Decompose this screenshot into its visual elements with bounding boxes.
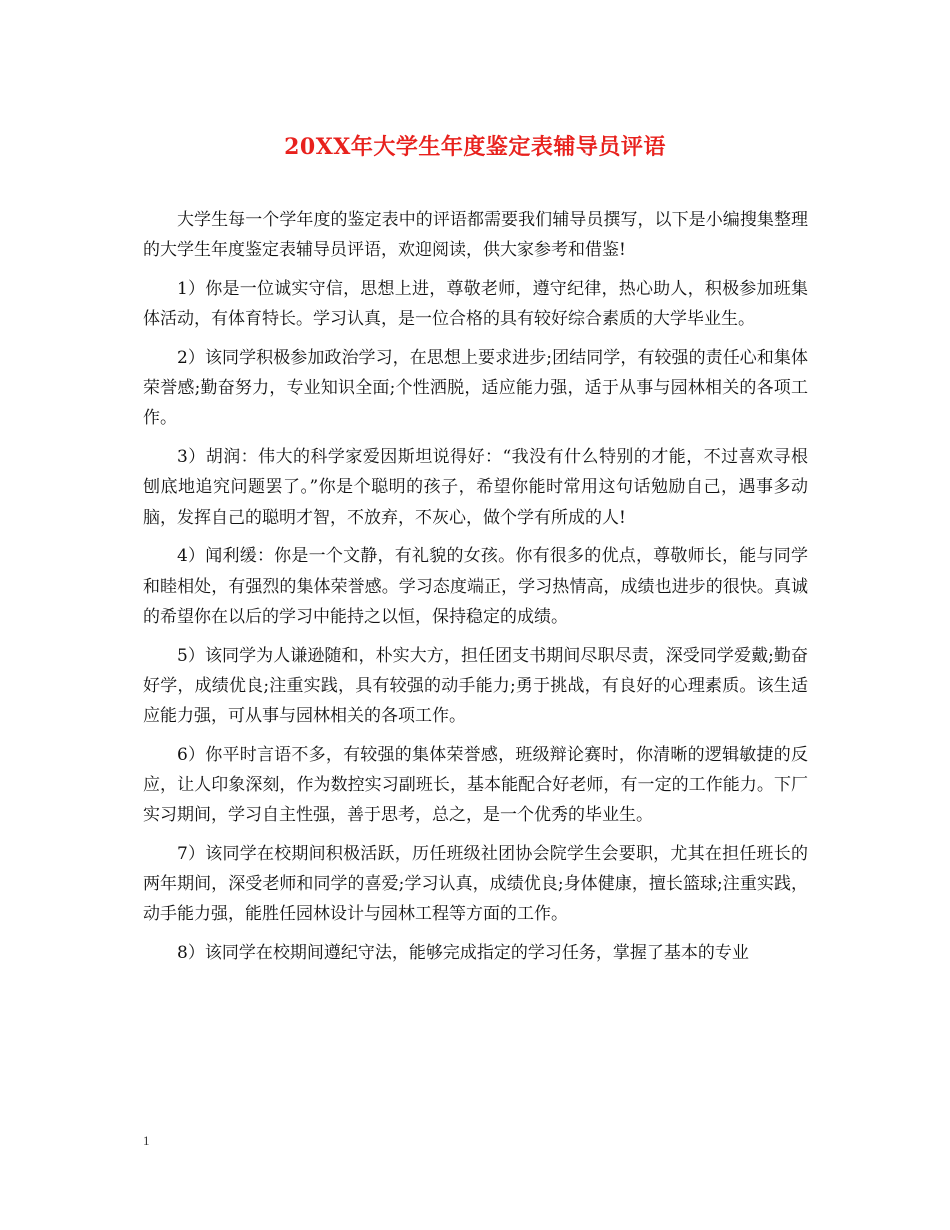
comment-paragraph-6: 6）你平时言语不多，有较强的集体荣誉感，班级辩论赛时，你清晰的逻辑敏捷的反应，让人印象深刻，作为数控实习副班长，基本能配合好老师，有一定的工作能力。下厂实习期间，学习自主性强，善于思考，总之，是一个优秀的毕业生。 bbox=[143, 744, 808, 826]
comment-paragraph-5: 5）该同学为人谦逊随和，朴实大方，担任团支书期间尽职尽责，深受同学爱戴;勤奋好学，成绩优良;注重实践，具有较强的动手能力;勇于挑战，有良好的心理素质。该生适应能力强，可从事与园林相关的各项工作。 bbox=[143, 645, 808, 727]
comment-paragraph-8: 8）该同学在校期间遵纪守法，能够完成指定的学习任务，掌握了基本的专业 bbox=[177, 943, 749, 964]
document-title: 20XX年大学生年度鉴定表辅导员评语 bbox=[284, 134, 666, 160]
comment-paragraph-2: 2）该同学积极参加政治学习，在思想上要求进步;团结同学，有较强的责任心和集体荣誉感;勤奋努力，专业知识全面;个性洒脱，适应能力强，适于从事与园林相关的各项工作。 bbox=[143, 348, 808, 429]
intro-paragraph: 大学生每一个学年度的鉴定表中的评语都需要我们辅导员撰写，以下是小编搜集整理的大学生年度鉴定表辅导员评语，欢迎阅读，供大家参考和借鉴! bbox=[143, 210, 808, 261]
comment-paragraph-7: 7）该同学在校期间积极活跃，历任班级社团协会院学生会要职，尤其在担任班长的两年期间，深受老师和同学的喜爱;学习认真，成绩优良;身体健康，擅长篮球;注重实践，动手能力强，能胜任园林设计与园林工程等方面的工作。 bbox=[143, 844, 808, 925]
page-number: 1 bbox=[143, 1133, 150, 1148]
document-body bbox=[143, 205, 808, 977]
comment-paragraph-3: 3）胡润：伟大的科学家爱因斯坦说得好：“我没有什么特别的才能，不过喜欢寻根刨底地追究问题罢了。”你是个聪明的孩子，希望你能时常用这句话勉励自己，遇事多动脑，发挥自己的聪明才智，不放弃，不灰心，做个学有所成的人! bbox=[143, 447, 808, 528]
comment-paragraph-4: 4）闻利缓：你是一个文静，有礼貌的女孩。你有很多的优点，尊敬师长，能与同学和睦相处，有强烈的集体荣誉感。学习态度端正，学习热情高，成绩也进步的很快。真诚的希望你在以后的学习中能持之以恒，保持稳定的成绩。 bbox=[143, 546, 808, 627]
comment-paragraph-1: 1）你是一位诚实守信，思想上进，尊敬老师，遵守纪律，热心助人，积极参加班集体活动，有体育特长。学习认真，是一位合格的具有较好综合素质的大学毕业生。 bbox=[143, 279, 808, 330]
